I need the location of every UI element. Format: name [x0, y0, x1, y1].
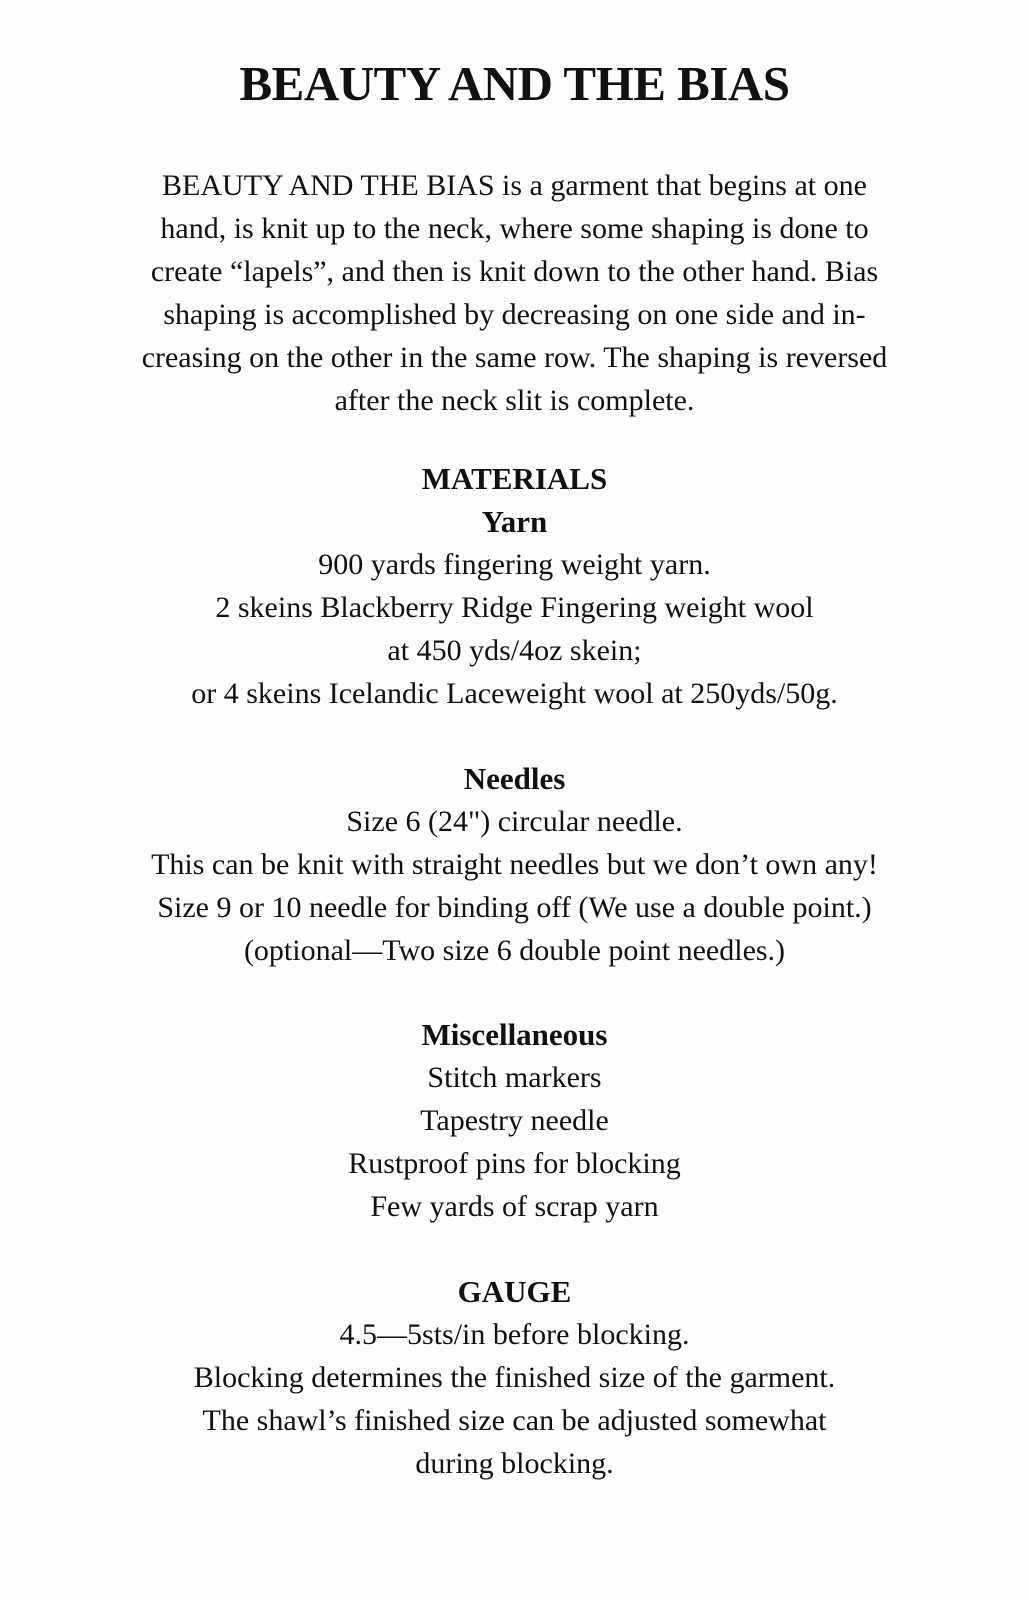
needles-line: Size 9 or 10 needle for binding off (We use a double point.) [157, 891, 872, 924]
miscellaneous-heading: Miscellaneous [421, 1017, 608, 1052]
gauge-section [0, 1270, 1029, 1485]
yarn-heading: Yarn [481, 504, 548, 539]
gauge-line: during blocking. [415, 1447, 614, 1480]
needles-line: Size 6 (24") circular needle. [346, 805, 683, 838]
intro-line: after the neck slit is complete. [334, 384, 695, 417]
needles-line: This can be knit with straight needles but we don’t own any! [151, 848, 878, 881]
intro-line: creasing on the other in the same row. The shaping is reversed [141, 341, 888, 374]
gauge-heading: GAUGE [457, 1274, 572, 1309]
intro-line: BEAUTY AND THE BIAS is a garment that begins at one [162, 169, 867, 202]
miscellaneous-line: Rustproof pins for blocking [348, 1147, 681, 1180]
intro-paragraph [70, 164, 959, 422]
intro-line: hand, is knit up to the neck, where some shaping is done to [160, 212, 869, 245]
miscellaneous-line: Stitch markers [427, 1061, 602, 1094]
page-title: BEAUTY AND THE BIAS [239, 56, 790, 111]
yarn-line: 900 yards fingering weight yarn. [318, 548, 711, 581]
miscellaneous-line: Tapestry needle [420, 1104, 609, 1137]
materials-section [0, 457, 1029, 715]
materials-heading: MATERIALS [421, 461, 608, 496]
gauge-line: The shawl’s finished size can be adjusted somewhat [202, 1404, 827, 1437]
needles-heading: Needles [463, 761, 566, 796]
needles-section [0, 757, 1029, 972]
yarn-line: at 450 yds/4oz skein; [387, 634, 642, 667]
needles-line: (optional—Two size 6 double point needles.) [243, 934, 786, 967]
yarn-line: 2 skeins Blackberry Ridge Fingering weight wool [215, 591, 814, 624]
yarn-line: or 4 skeins Icelandic Laceweight wool at 250yds/50g. [191, 677, 838, 710]
intro-line: shaping is accomplished by decreasing on one side and in- [163, 298, 866, 331]
gauge-line: Blocking determines the finished size of the garment. [193, 1361, 836, 1394]
miscellaneous-section [0, 1013, 1029, 1228]
intro-line: create “lapels”, and then is knit down to the other hand. Bias [150, 255, 879, 288]
miscellaneous-line: Few yards of scrap yarn [370, 1190, 659, 1223]
gauge-line: 4.5—5sts/in before blocking. [339, 1318, 690, 1351]
